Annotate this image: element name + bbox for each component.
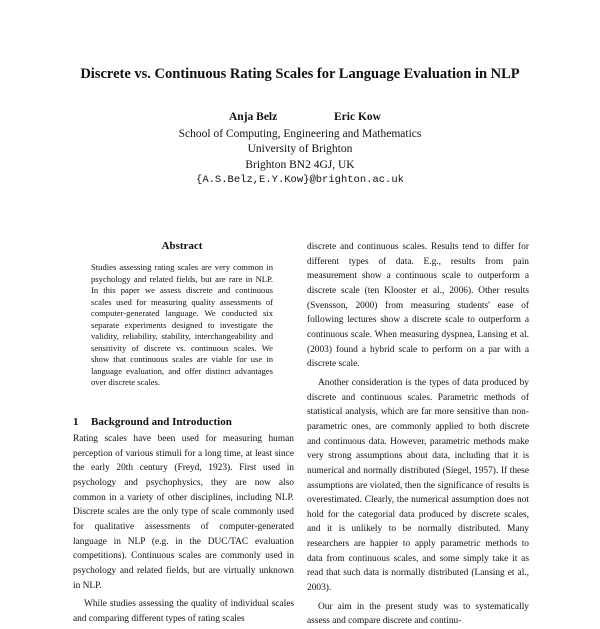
body-paragraph: Our aim in the present study was to systematically assess and compare discrete and continu- bbox=[307, 601, 529, 627]
section-number: 1 bbox=[73, 416, 79, 428]
body-paragraph: Another consideration is the types of data produced by discrete and continuous scales. Parametric methods of statistical analysis, which are far more sensitive than non-parametric ones, are commonly applied to both discrete and continuous data. However, parametric methods make very strong assumptions about data, including that it is numerical and normally distributed (Siegel, 1957). If these assumptions are violated, then the significance of results is overestimated. Clearly, the numerical assumption does not hold for the categorial data produced by discrete scales, and it is unlikely to be normally distributed. Many researchers are happier to apply parametric methods to data from continuous scales, and some simply take it as read that such data is normally distributed (Lansing et al., 2003). bbox=[307, 377, 529, 594]
body-paragraph: Rating scales have been used for measuring human perception of various stimuli for a long time, at least since the early 20th century (Freyd, 1923). First used in psychology and psychophysics, they are now also common in a variety of other disciplines, including NLP. Discrete scales are the only type of scale commonly used for qualitative assessments of computer-generated language in NLP (e.g. in the DUC/TAC evaluation competitions). Continuous scales are commonly used in psychology and related fields, but are virtually unknown in NLP. bbox=[73, 434, 294, 591]
author-email: {A.S.Belz,E.Y.Kow}@brighton.ac.uk bbox=[196, 173, 404, 186]
affiliation-line: University of Brighton bbox=[247, 143, 353, 156]
affiliation-line: Brighton BN2 4GJ, UK bbox=[245, 158, 355, 171]
body-paragraph: discrete and continuous scales. Results tend to differ for different types of data. E.g., results from pain measurement show a continuous scale to outperform a discrete scale (ten Klooster et al., 2006). Other results (Svensson, 2000) from measuring students' ease of following lectures show a discrete scale to outperform a continuous scale. When measuring dyspnea, Lansing et al. (2003) found a hybrid scale to perform on a par with a discrete scale. bbox=[307, 242, 529, 370]
paper-title: Discrete vs. Continuous Rating Scales for Language Evaluation in NLP bbox=[80, 66, 520, 82]
body-paragraph: While studies assessing the quality of individual scales and comparing different types of rating scales bbox=[73, 599, 294, 624]
affiliation-line: School of Computing, Engineering and Mathematics bbox=[178, 128, 422, 140]
left-column-body bbox=[73, 432, 294, 627]
right-column-body bbox=[307, 240, 529, 629]
section-heading bbox=[73, 416, 232, 428]
abstract-text: Studies assessing rating scales are very common in psychology and related fields, but are rare in NLP. In this paper we assess discrete and continuous scales used for measuring quality assessments of computer-generated language. We conducted six separate experiments designed to investigate the validity, reliability, stability, interchangeability and sensitivity of discrete vs. continuous scales. We show that continuous scales are viable for use in language evaluation, and offer distinct advantages over discrete scales. bbox=[91, 262, 273, 387]
author-name: Anja Belz bbox=[229, 111, 278, 123]
section-title: Background and Introduction bbox=[91, 416, 232, 428]
author-list bbox=[0, 111, 600, 127]
affiliation-block bbox=[0, 127, 600, 188]
abstract-heading: Abstract bbox=[161, 240, 203, 252]
author-name: Eric Kow bbox=[334, 111, 381, 123]
